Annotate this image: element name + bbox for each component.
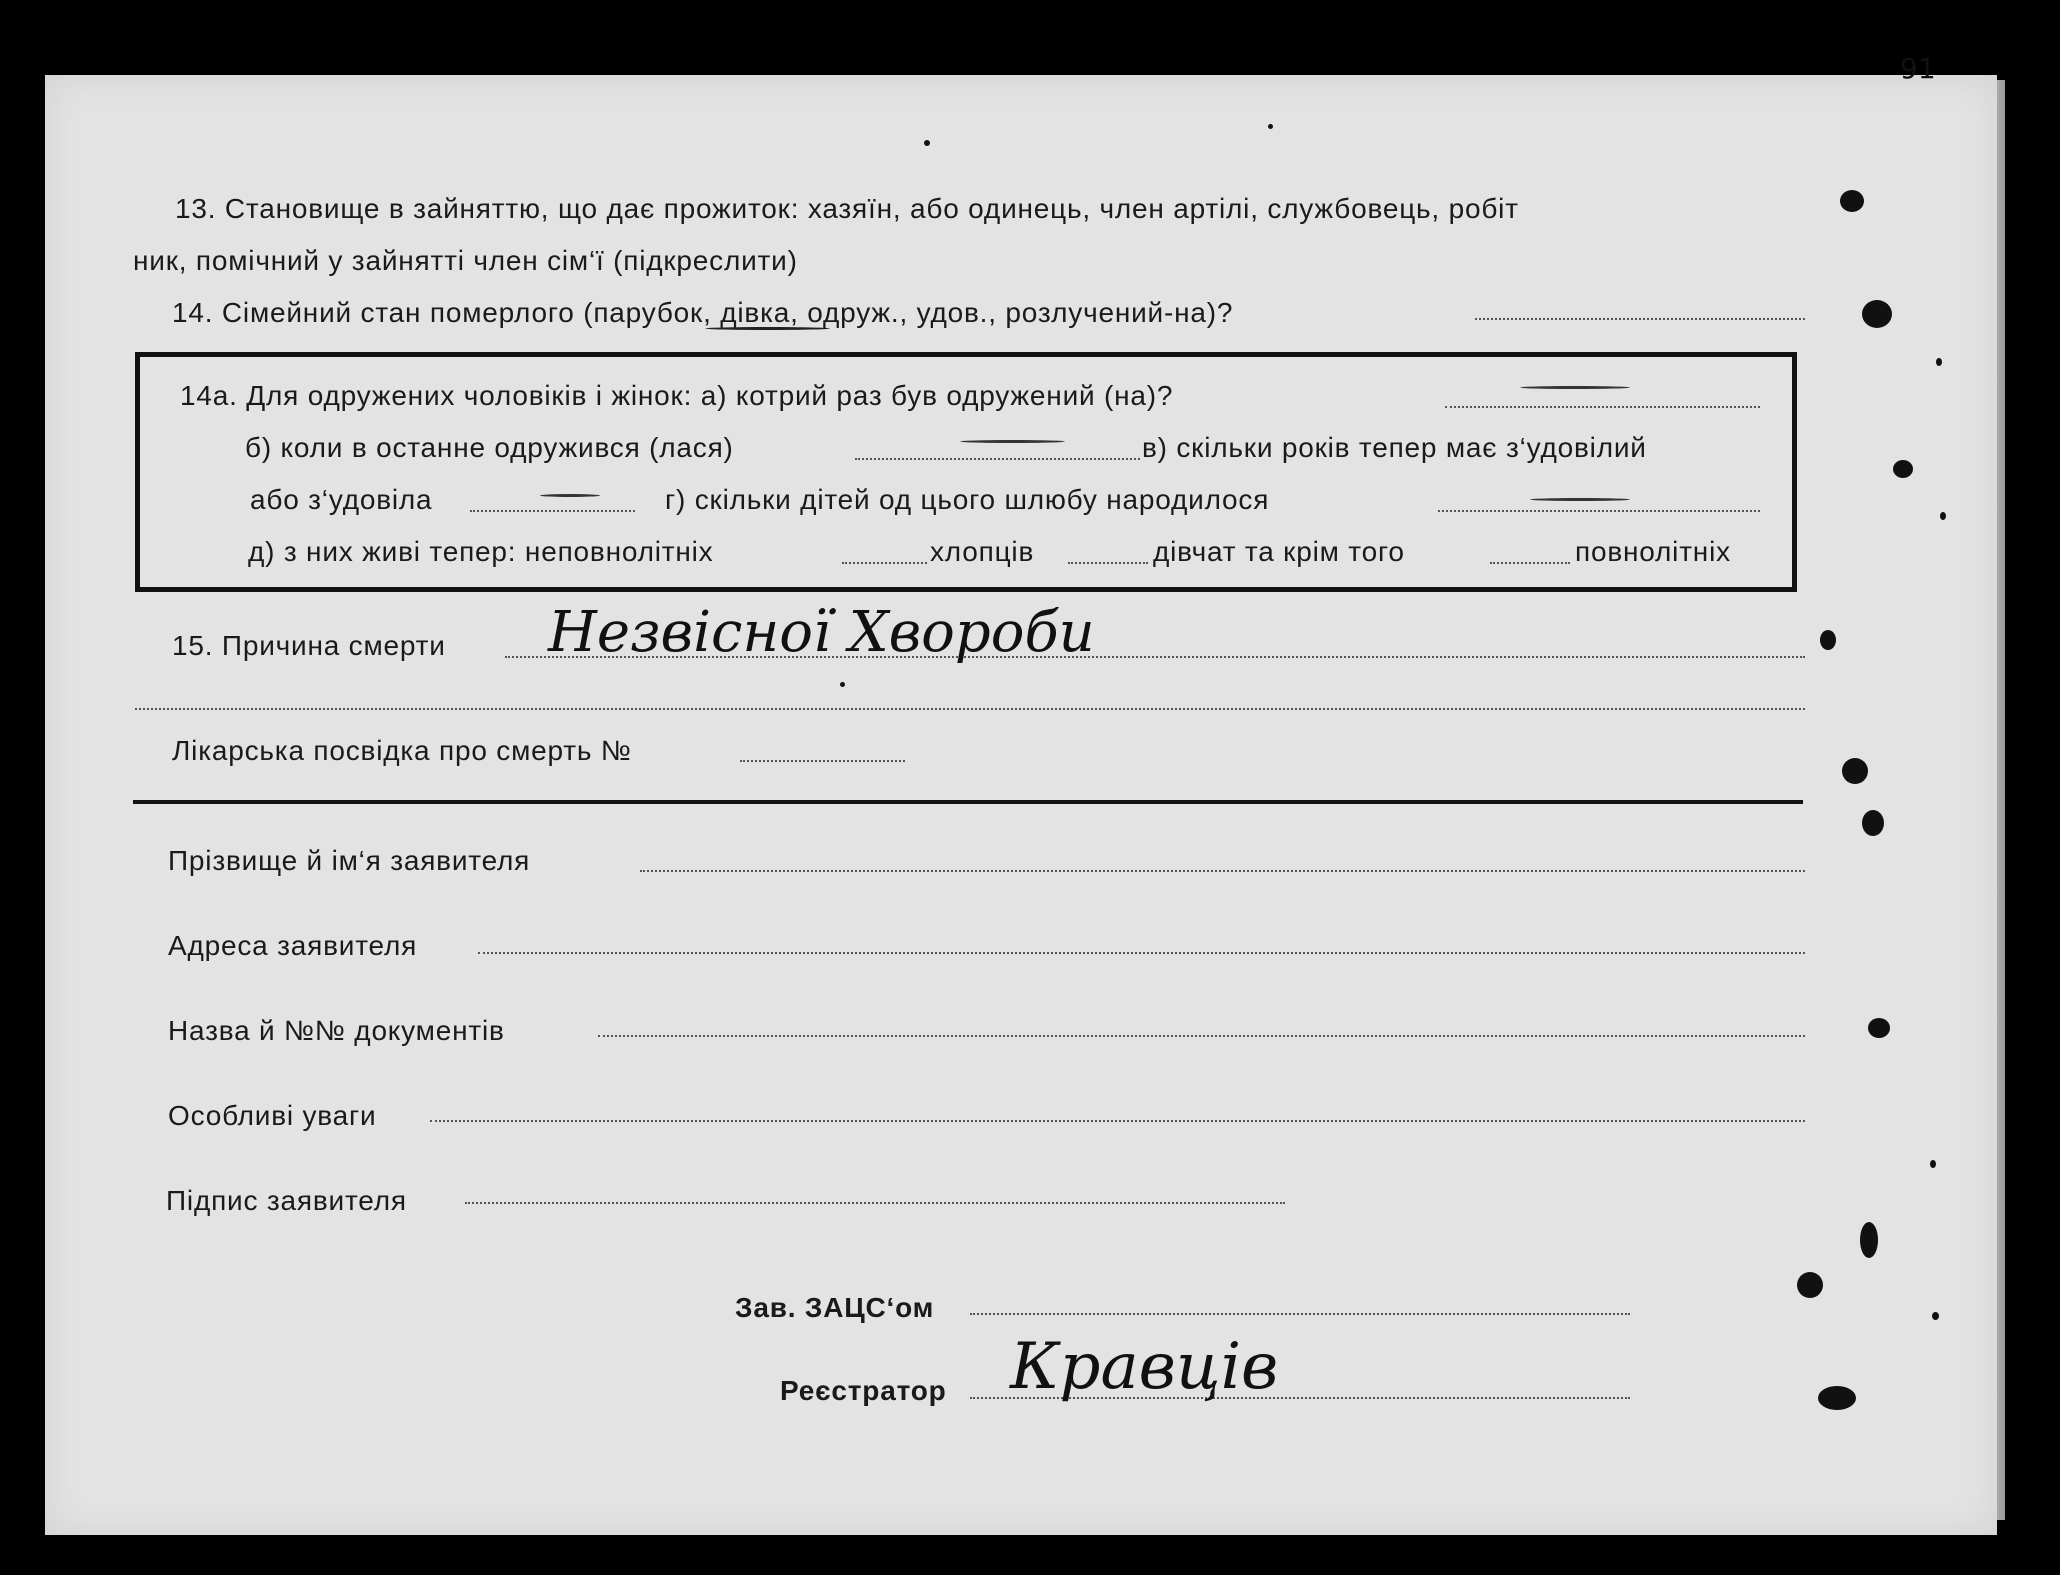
- punch-hole: [1818, 1386, 1856, 1410]
- speck: [1936, 358, 1942, 366]
- item-14a-line-4d: повнолітніх: [1575, 536, 1731, 567]
- punch-hole: [1820, 630, 1836, 650]
- applicant-address-label: Адреса заявителя: [168, 930, 418, 961]
- applicant-address-field[interactable]: [478, 952, 1805, 954]
- applicant-signature-field[interactable]: [465, 1202, 1285, 1204]
- item-14a-line-4a: д) з них живі тепер: неповнолітніх: [248, 536, 714, 567]
- boys-field[interactable]: [1068, 562, 1148, 564]
- form-sheet: [45, 75, 1997, 1535]
- minors-field[interactable]: [842, 562, 927, 564]
- item-14a-line-4c: дівчат та крім того: [1153, 536, 1405, 567]
- zags-head-label: Зав. ЗАЦС‘ом: [735, 1292, 935, 1323]
- section-divider: [133, 800, 1803, 804]
- children-born-dash: [1530, 498, 1630, 501]
- speck: [1268, 124, 1273, 129]
- punch-hole: [1840, 190, 1864, 212]
- item-13-line-2: ник, помічний у зайнятті член сім‘ї (підкреслити): [133, 245, 798, 276]
- speck: [924, 140, 930, 146]
- documents-label: Назва й №№ документів: [168, 1015, 505, 1046]
- item-14-marital-status: 14. Сімейний стан померлого (парубок, дівка, одруж., удов., розлучений-на)?: [172, 297, 1234, 328]
- item-14a-line-2a: б) коли в останне одружився (лася): [245, 432, 734, 463]
- applicant-name-field[interactable]: [640, 870, 1805, 872]
- punch-hole: [1868, 1018, 1890, 1038]
- widowed-years-dash: [540, 494, 600, 497]
- speck: [1940, 512, 1946, 520]
- speck: [1930, 1160, 1936, 1168]
- item-14a-line-1: 14а. Для одружених чоловіків і жінок: а) котрий раз був одружений (на)?: [180, 380, 1174, 411]
- widowed-years-field[interactable]: [470, 510, 635, 512]
- special-notes-label: Особливі уваги: [168, 1100, 377, 1131]
- punch-hole: [1842, 758, 1868, 784]
- last-married-field[interactable]: [855, 458, 1140, 460]
- cause-of-death-continuation-line[interactable]: [135, 708, 1805, 710]
- page-corner-number: 91: [1900, 52, 1936, 85]
- registrar-signature: Кравців: [1010, 1330, 1279, 1404]
- zags-head-signature-field[interactable]: [970, 1313, 1630, 1315]
- times-married-field[interactable]: [1445, 406, 1760, 408]
- item-14-answer-line[interactable]: [1475, 318, 1805, 320]
- last-married-dash: [960, 440, 1065, 443]
- special-notes-field[interactable]: [430, 1120, 1805, 1122]
- documents-field[interactable]: [598, 1035, 1805, 1037]
- speck: [1932, 1312, 1939, 1320]
- item-13-line-1: 13. Становище в зайняттю, що дає прожиток: хазяїн, або одинець, член артілі, службовець, робіт: [175, 193, 1519, 224]
- punch-hole: [1797, 1272, 1823, 1298]
- item-14a-line-3b: г) скільки дітей од цього шлюбу народилося: [665, 484, 1270, 515]
- times-married-dash: [1520, 386, 1630, 389]
- item-14a-line-3a: або з‘удовіла: [250, 484, 433, 515]
- cause-of-death-handwriting: Незвісної Хвороби: [548, 600, 1095, 665]
- punch-hole: [1893, 460, 1913, 478]
- children-born-field[interactable]: [1438, 510, 1760, 512]
- marital-status-underline: [705, 327, 830, 330]
- punch-hole: [1862, 300, 1892, 328]
- item-15-label: 15. Причина смерти: [172, 630, 446, 661]
- punch-hole: [1862, 810, 1884, 836]
- item-14a-line-2b: в) скільки років тепер має з‘удовілий: [1142, 432, 1647, 463]
- death-certificate-label: Лікарська посвідка про смерть №: [172, 735, 632, 766]
- applicant-name-label: Прізвище й ім‘я заявителя: [168, 845, 531, 876]
- applicant-signature-label: Підпис заявителя: [166, 1185, 407, 1216]
- item-14a-line-4b: хлопців: [930, 536, 1035, 567]
- registrar-label: Реєстратор: [780, 1375, 947, 1406]
- punch-hole: [1860, 1222, 1878, 1258]
- death-certificate-number-field[interactable]: [740, 760, 905, 762]
- speck: [840, 682, 845, 687]
- girls-field[interactable]: [1490, 562, 1570, 564]
